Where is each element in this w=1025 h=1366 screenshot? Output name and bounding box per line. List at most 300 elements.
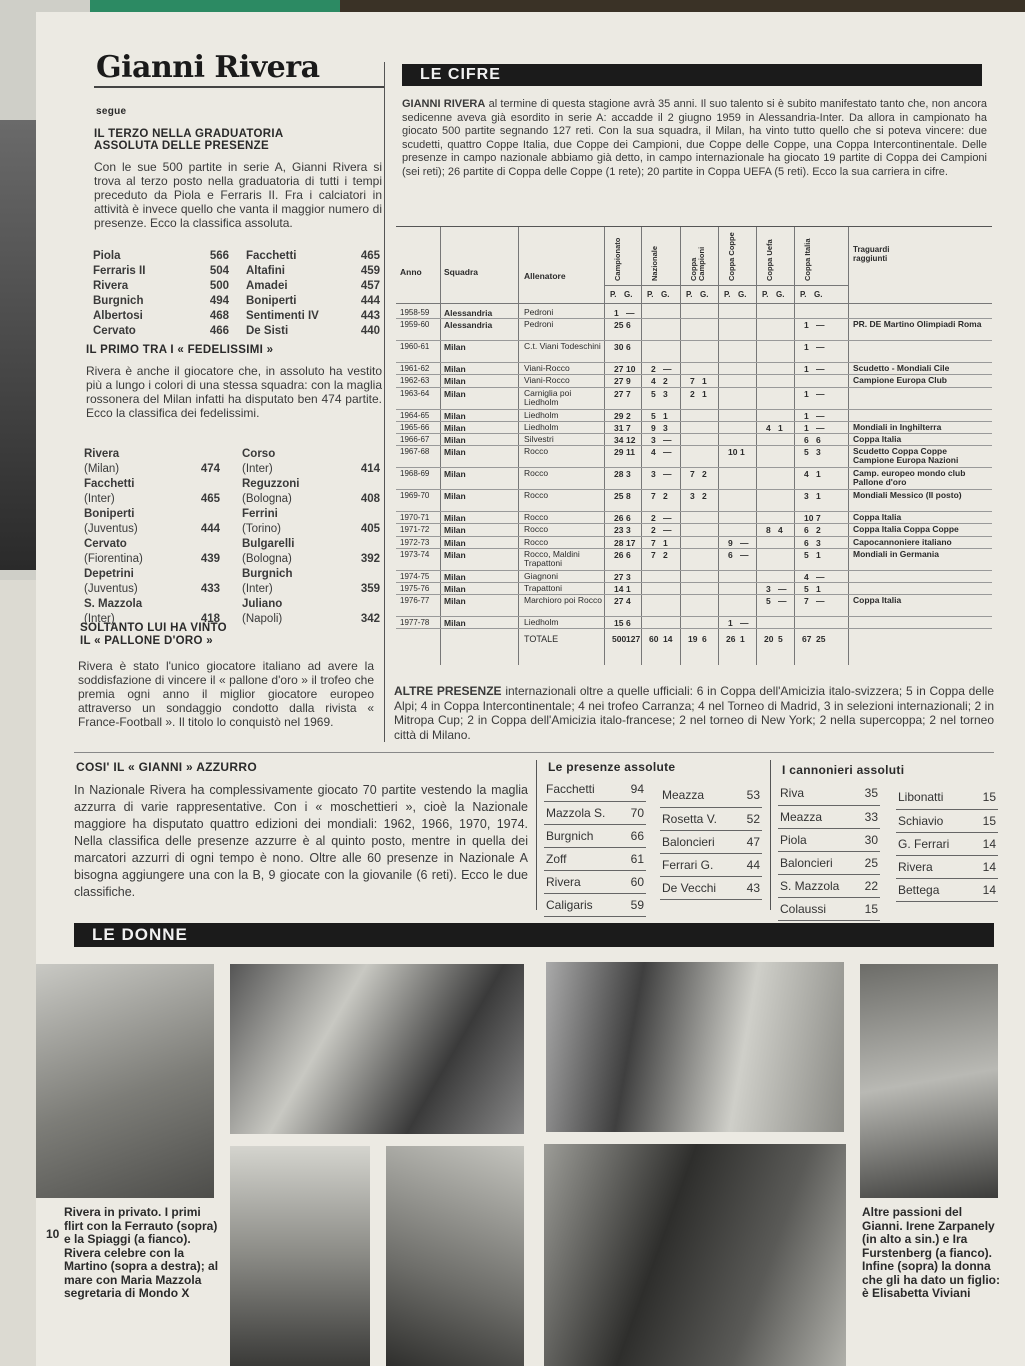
career-cell-value: 4 <box>651 376 656 387</box>
career-row <box>396 490 992 512</box>
sec1-text: Con le sue 500 partite in serie A, Gianni Rivera si trova al terzo posto nella graduatoria di tutti i tempi preceduto da Piola e Ferraris II. Fra i calciatori in attività è invece quello che vanta il maggior numero di presenze. Ecco la classifica assoluta. <box>94 160 382 230</box>
career-cell-value: 29 <box>614 410 624 421</box>
photo-couple-2 <box>546 962 844 1132</box>
sec2-right-row <box>242 613 380 626</box>
career-header-pg: P. <box>762 290 769 299</box>
sec2-right-row <box>242 523 380 536</box>
cannonieri-col1-row <box>778 828 880 851</box>
sec2-left-value: 465 <box>200 493 220 505</box>
career-cell-squadra: Milan <box>444 618 466 629</box>
photo-beach <box>36 964 214 1198</box>
presenze-col1-value: 66 <box>624 824 646 847</box>
sec2-right-value: 414 <box>360 463 380 475</box>
career-cell-value: 7 <box>690 376 695 387</box>
presenze-col1-name: Mazzola S. <box>544 801 624 824</box>
sec2-right-team: (Inter) <box>242 583 273 595</box>
career-table-header <box>396 227 992 305</box>
sec2-left-row <box>84 448 220 461</box>
career-cell-anno: 1959-60 <box>400 320 430 330</box>
presenze-col1-row <box>544 870 646 893</box>
cannonieri-col2-row <box>896 878 998 901</box>
career-cell-value: 6 <box>626 320 631 331</box>
sec2-left-row <box>84 523 220 536</box>
sec2-right-value: 392 <box>360 553 380 565</box>
career-cell-allenatore: C.t. Viani Todeschini <box>524 341 601 352</box>
cannonieri-col1-name: Riva <box>778 782 858 805</box>
career-cell-value: 3 <box>804 491 809 502</box>
career-cell-value: 8 <box>766 525 771 536</box>
sec2-right-spacer <box>346 568 380 581</box>
career-cell-squadra: Milan <box>444 584 466 594</box>
sec1-right-value: 444 <box>360 295 380 307</box>
career-cell-value: — <box>816 596 825 607</box>
career-cell-traguardi: Scudetto - Mondiali Cile <box>853 363 950 374</box>
sec1-heading: IL TERZO NELLA GRADUATORIA ASSOLUTA DELLE PRESENZE <box>94 128 284 152</box>
career-cell-squadra: Milan <box>444 422 466 433</box>
cannonieri-col2-value: 14 <box>974 832 998 855</box>
cannonieri-col2-name: Libonatti <box>896 786 974 809</box>
career-cell-value: 6 <box>626 549 631 560</box>
career-cell-anno: 1962-63 <box>400 376 430 386</box>
career-cell-value: 7 <box>804 596 809 607</box>
career-row <box>396 512 992 524</box>
cannonieri-col2-name: Bettega <box>896 878 974 901</box>
career-header-rule <box>604 285 848 286</box>
career-cell-squadra: Milan <box>444 447 466 458</box>
career-cell-value: 6 <box>804 525 809 536</box>
career-cell-anno: 1966-67 <box>400 435 430 444</box>
career-header-competition: Nazionale <box>650 245 659 281</box>
cifre-bar: LE CIFRE <box>402 64 982 86</box>
presenze-col1-name: Zoff <box>544 847 624 870</box>
career-cell-traguardi: Coppa Italia Coppa Coppe <box>853 524 959 535</box>
cannonieri-col1-row <box>778 874 880 897</box>
career-cell-allenatore: Rocco <box>524 536 549 547</box>
career-cell-traguardi: Capocannoniere italiano <box>853 536 952 547</box>
career-cell-value: 29 <box>614 447 624 458</box>
sec2-right-row <box>242 508 380 521</box>
presenze-col1-row <box>544 778 646 801</box>
career-cell-squadra: Milan <box>444 410 466 421</box>
career-header-competition: Coppa Campioni <box>689 246 706 281</box>
career-cell-traguardi: Mondiali in Inghilterra <box>853 421 942 432</box>
career-cell-anno: 1965-66 <box>400 422 430 432</box>
career-row <box>396 363 992 375</box>
career-cell-allenatore: Liedholm <box>524 617 559 628</box>
sec2-left-team: (Milan) <box>84 463 120 475</box>
sec1-left-row <box>93 310 229 323</box>
sec1-left-row <box>93 265 229 278</box>
career-cell-value: — <box>740 618 749 629</box>
sec2-right-row <box>242 478 380 491</box>
career-total-row <box>396 633 992 647</box>
career-cell-allenatore: Silvestri <box>524 434 554 444</box>
career-row <box>396 434 992 446</box>
career-cell-value: 1 <box>702 388 707 399</box>
career-cell-value: 1 <box>804 410 809 421</box>
sec2-right-name: Burgnich <box>242 568 293 580</box>
sec2-right-row <box>242 598 380 611</box>
cannonieri-table-2 <box>896 786 998 902</box>
career-header-pg: G. <box>700 290 709 299</box>
career-cell-traguardi: Mondiali in Germania <box>853 548 939 559</box>
sec2-left-value: 433 <box>200 583 220 595</box>
career-row <box>396 524 992 536</box>
career-header-squadra: Squadra <box>444 267 479 277</box>
career-cell-value: 10 <box>728 447 738 458</box>
sec2-left-spacer <box>187 598 220 611</box>
career-cell-value: 6 <box>804 537 809 548</box>
career-cell-value: 7 <box>690 469 695 480</box>
career-cell-value: 6 <box>728 549 733 560</box>
sec2-right-team: (Bologna) <box>242 553 292 565</box>
page-title: Gianni Rivera <box>96 50 320 85</box>
career-cell-value: 27 <box>614 596 624 607</box>
sec1-right-value: 440 <box>360 325 380 337</box>
career-cell-value: 1 <box>740 447 745 458</box>
career-cell-value: 1 <box>778 422 783 433</box>
career-cell-value: 2 <box>651 513 656 524</box>
career-cell-value: 6 <box>626 513 631 524</box>
sec2-right-row <box>242 553 380 566</box>
career-cell-allenatore: Marchioro poi Rocco <box>524 595 602 606</box>
presenze-col1-name: Caligaris <box>544 893 624 916</box>
career-total-value: 67 <box>802 634 812 645</box>
career-total-value: 1 <box>740 634 745 645</box>
career-cell-value: 6 <box>626 618 631 629</box>
sec2-left-row <box>84 553 220 566</box>
sec2-left-name: S. Mazzola <box>84 598 143 610</box>
sec2-right-name: Corso <box>242 448 276 460</box>
presenze-col1-value: 94 <box>624 778 646 801</box>
caption-right: Altre passioni del Gianni. Irene Zarpanely (in alto a sin.) e Ira Furstenberg (a fianco). Infine (sopra) la donna che gli ha dato un figlio: è Elisabetta Viviani <box>862 1205 1000 1300</box>
sec1-right-value: 465 <box>360 250 380 262</box>
career-cell-value: — <box>663 435 672 445</box>
career-total-value: 19 <box>688 634 698 645</box>
presenze-col1-value: 59 <box>624 893 646 916</box>
sec3-heading-2: IL « PALLONE D'ORO » <box>80 635 213 647</box>
career-cell-value: 1 <box>804 388 809 399</box>
career-cell-squadra: Milan <box>444 596 466 607</box>
sec1-left-row <box>93 325 229 338</box>
cannonieri-col2-row <box>896 855 998 878</box>
career-cell-squadra: Milan <box>444 571 466 582</box>
career-cell-allenatore: Giagnoni <box>524 570 559 581</box>
presenze-heading: Le presenze assolute <box>548 760 676 774</box>
career-total-value: 500 <box>612 634 627 645</box>
career-cell-value: — <box>816 422 825 433</box>
sec2-left-value: 474 <box>200 463 220 475</box>
career-cell-value: 2 <box>663 491 668 502</box>
career-cell-value: 27 <box>614 571 624 582</box>
career-cell-value: 7 <box>626 388 631 399</box>
career-cell-value: 3 <box>766 584 771 594</box>
cifre-intro <box>402 98 987 179</box>
career-row <box>396 388 992 410</box>
presenze-col1-row <box>544 847 646 870</box>
career-cell-value: 11 <box>626 447 635 458</box>
sec2-right-team: (Napoli) <box>242 613 283 625</box>
career-cell-squadra: Alessandria <box>444 320 493 331</box>
career-row <box>396 537 992 549</box>
career-cell-value: 3 <box>816 447 821 458</box>
career-cell-squadra: Alessandria <box>444 308 493 318</box>
career-cell-value: 5 <box>804 549 809 560</box>
sec2-right-row <box>242 538 380 551</box>
sec1-left-name: Burgnich <box>93 295 144 307</box>
cifre-intro-name: GIANNI RIVERA <box>402 98 486 110</box>
career-cell-value: 3 <box>663 422 668 433</box>
sec2-heading: IL PRIMO TRA I « FEDELISSIMI » <box>86 344 274 356</box>
cannonieri-col1-row <box>778 897 880 920</box>
sec2-left-name: Depetrini <box>84 568 134 580</box>
title-rule <box>94 86 384 88</box>
career-cell-anno: 1958-59 <box>400 308 430 317</box>
sec2-right-spacer <box>346 508 380 521</box>
cannonieri-col2-value: 14 <box>974 878 998 901</box>
career-cell-value: 5 <box>651 410 656 421</box>
career-cell-value: 4 <box>766 422 771 433</box>
sec1-right-name: Sentimenti IV <box>246 310 319 322</box>
sec1-left-value: 566 <box>209 250 229 262</box>
career-cell-anno: 1963-64 <box>400 388 430 398</box>
career-cell-allenatore: Liedholm <box>524 421 559 432</box>
altre-text: internazionali oltre a quelle ufficiali: 6 in Coppa dell'Amicizia italo-svizzera; 5 in Coppa delle Alpi; 4 in Coppa Intercontinentale; 4 nei trofeo Carranza; 4 nel Torneo di Madrid, 3 in selezioni internazionali; 2 in Mitropa Cup; 2 in Coppa dell'Amicizia italo-francese; 2 nel torneo di New York; 2 nella supercoppa; 2 nel torneo città di Milano. <box>394 684 995 742</box>
sec2-left-spacer <box>187 568 220 581</box>
career-cell-value: 3 <box>651 435 656 445</box>
career-cell-value: — <box>816 410 825 421</box>
career-cell-value: 7 <box>651 549 656 560</box>
altre-label: ALTRE PRESENZE <box>394 684 502 698</box>
career-cell-value: 5 <box>766 596 771 607</box>
cannonieri-col1-value: 15 <box>858 897 880 920</box>
presenze-col2-row <box>660 830 762 853</box>
career-cell-traguardi: PR. DE Martino Olimpiadi Roma <box>853 319 982 330</box>
career-header-pg: P. <box>686 290 693 299</box>
cannonieri-heading: I cannonieri assoluti <box>782 763 905 777</box>
career-cell-allenatore: Rocco <box>524 446 549 457</box>
sec2-left-spacer <box>187 448 220 461</box>
cannonieri-table-1 <box>778 782 880 921</box>
career-total-value: 6 <box>702 634 707 645</box>
presenze-col2-row <box>660 784 762 807</box>
cannonieri-col1-value: 33 <box>858 805 880 828</box>
sec1-left-value: 466 <box>209 325 229 337</box>
divider-presenze <box>536 760 537 910</box>
sec3-heading-1: SOLTANTO LUI HA VINTO <box>80 622 227 634</box>
altre-presenze <box>394 684 994 742</box>
career-cell-anno: 1968-69 <box>400 469 430 479</box>
presenze-col2-value: 47 <box>739 830 762 853</box>
sec2-left-row <box>84 568 220 581</box>
donne-bar: LE DONNE <box>74 923 994 947</box>
sec2-left-row <box>84 583 220 596</box>
career-cell-value: 15 <box>614 618 624 629</box>
career-cell-value: 3 <box>663 388 668 399</box>
career-cell-value: — <box>778 584 787 594</box>
career-header-anno: Anno <box>400 267 422 277</box>
career-cell-value: 31 <box>614 422 624 433</box>
photo-car <box>544 1144 846 1366</box>
sec2-left-team: (Juventus) <box>84 583 138 595</box>
career-cell-anno: 1976-77 <box>400 596 430 606</box>
career-cell-value: 2 <box>663 549 668 560</box>
career-header-pg: G. <box>738 290 747 299</box>
career-cell-value: 25 <box>614 491 624 502</box>
career-row <box>396 468 992 490</box>
sec2-right-team: (Torino) <box>242 523 281 535</box>
sec2-left-name: Rivera <box>84 448 120 460</box>
presenze-col1-value: 60 <box>624 870 646 893</box>
cannonieri-col2-name: G. Ferrari <box>896 832 974 855</box>
sec1-left-name: Piola <box>93 250 121 262</box>
career-cell-allenatore: Carniglia poi Liedholm <box>524 387 572 407</box>
career-cell-value: 1 <box>816 549 821 560</box>
sec2-right-name: Bulgarelli <box>242 538 295 550</box>
photo-woman-cat <box>860 964 998 1198</box>
career-cell-value: 7 <box>651 491 656 502</box>
sec1-right-name: Facchetti <box>246 250 297 262</box>
career-cell-value: 2 <box>626 410 631 421</box>
career-cell-value: 2 <box>663 376 668 387</box>
career-cell-value: — <box>816 320 825 331</box>
career-cell-value: 10 <box>804 513 814 524</box>
career-cell-squadra: Milan <box>444 537 466 548</box>
cannonieri-col2-row <box>896 809 998 832</box>
career-cell-value: 7 <box>816 513 821 524</box>
presenze-col2-name: De Vecchi <box>660 876 739 899</box>
sec2-right-row <box>242 448 380 461</box>
sec1-right-row <box>246 265 380 278</box>
career-cell-value: 1 <box>702 376 707 387</box>
sec1-left-name: Ferraris II <box>93 265 146 277</box>
career-cell-value: 1 <box>728 618 733 629</box>
career-cell-value: — <box>816 388 825 399</box>
presenze-col1-value: 61 <box>624 847 646 870</box>
sec1-right-value: 457 <box>360 280 380 292</box>
career-cell-value: 25 <box>614 320 624 331</box>
sec2-right-row <box>242 583 380 596</box>
sec2-left-row <box>84 463 220 476</box>
career-cell-allenatore: Rocco <box>524 468 549 479</box>
career-cell-value: 4 <box>804 571 809 582</box>
sec1-right-value: 443 <box>360 310 380 322</box>
presenze-col2-row <box>660 876 762 899</box>
sec2-left-team: (Juventus) <box>84 523 138 535</box>
career-cell-value: 4 <box>626 596 631 607</box>
sec2-right-name: Reguzzoni <box>242 478 300 490</box>
sec2-right-team: (Inter) <box>242 463 273 475</box>
sec1-right-name: Altafini <box>246 265 285 277</box>
presenze-col2-name: Baloncieri <box>660 830 739 853</box>
photo-couple-1 <box>230 964 524 1134</box>
career-row <box>396 375 992 387</box>
sec2-right-spacer <box>346 448 380 461</box>
career-cell-value: 2 <box>702 491 707 502</box>
career-cell-value: 12 <box>626 435 636 445</box>
career-cell-value: 5 <box>651 388 656 399</box>
sec1-left-row <box>93 250 229 263</box>
career-cell-value: 2 <box>651 525 656 536</box>
sec1-left-value: 468 <box>209 310 229 322</box>
career-cell-allenatore: Rocco, Maldini Trapattoni <box>524 548 580 568</box>
cannonieri-col1-value: 30 <box>858 828 880 851</box>
career-cell-anno: 1971-72 <box>400 525 430 535</box>
presenze-col1-name: Rivera <box>544 870 624 893</box>
career-cell-anno: 1977-78 <box>400 618 430 628</box>
career-row <box>396 446 992 468</box>
career-cell-value: 1 <box>816 469 821 480</box>
sec2-list-left <box>82 446 222 628</box>
presenze-col2-name: Ferrari G. <box>660 853 739 876</box>
sec2-right-value: 408 <box>360 493 380 505</box>
sec1-right-row <box>246 310 380 323</box>
presenze-col1-name: Burgnich <box>544 824 624 847</box>
career-cell-value: 1 <box>663 410 668 421</box>
sec2-left-row <box>84 598 220 611</box>
presenze-col2-value: 43 <box>739 876 762 899</box>
sec2-right-value: 359 <box>360 583 380 595</box>
sec1-left-value: 504 <box>209 265 229 277</box>
career-total-value: 20 <box>764 634 774 645</box>
career-cell-value: 1 <box>816 584 821 594</box>
presenze-table-1 <box>544 778 646 917</box>
career-cell-value: 28 <box>614 469 624 480</box>
sec1-right-name: Boniperti <box>246 295 297 307</box>
career-cell-value: — <box>663 525 672 536</box>
cannonieri-col2-name: Schiavio <box>896 809 974 832</box>
sec1-left-row <box>93 280 229 293</box>
career-cell-value: 28 <box>614 537 624 548</box>
career-cell-squadra: Milan <box>444 435 466 445</box>
cannonieri-col2-value: 15 <box>974 786 998 809</box>
career-header-rule <box>396 303 992 304</box>
sec2-left-value: 439 <box>200 553 220 565</box>
career-cell-traguardi: Camp. europeo mondo club Pallone d'oro <box>853 468 966 488</box>
career-cell-value: — <box>663 469 672 480</box>
career-cell-squadra: Milan <box>444 376 466 387</box>
presenze-col2-value: 44 <box>739 853 762 876</box>
career-header-pg: G. <box>776 290 785 299</box>
career-cell-anno: 1973-74 <box>400 549 430 559</box>
career-cell-value: 6 <box>626 342 631 353</box>
cannonieri-col2-value: 14 <box>974 855 998 878</box>
sec2-left-row <box>84 538 220 551</box>
segue-label: segue <box>96 106 127 117</box>
career-total-value: 26 <box>726 634 736 645</box>
career-cell-value: — <box>778 596 787 607</box>
sec2-left-team: (Fiorentina) <box>84 553 143 565</box>
azzurro-heading: COSI' IL « GIANNI » AZZURRO <box>76 760 257 774</box>
sec2-right-row <box>242 568 380 581</box>
career-cell-anno: 1960-61 <box>400 342 430 352</box>
career-cell-value: 9 <box>728 537 733 548</box>
sec2-left-team: (Inter) <box>84 613 115 625</box>
cannonieri-col1-value: 22 <box>858 874 880 897</box>
career-total-label: TOTALE <box>524 634 559 645</box>
sec2-left-spacer <box>187 508 220 521</box>
cannonieri-col1-row <box>778 782 880 805</box>
sec2-left-row <box>84 508 220 521</box>
career-total-value: 127 <box>626 634 641 645</box>
presenze-col2-name: Meazza <box>660 784 739 807</box>
cannonieri-col2-row <box>896 832 998 855</box>
career-cell-value: 1 <box>804 320 809 331</box>
sec1-left-name: Albertosi <box>93 310 143 322</box>
career-row <box>396 571 992 583</box>
career-cell-allenatore: Rocco <box>524 512 549 523</box>
sec2-text: Rivera è anche il giocatore che, in assoluto ha vestito più a lungo i colori di una stessa squadra: con la maglia rossonera del Milan infatti ha disputato ben 474 partite. Ecco la classifica dei fedelissimi. <box>86 364 382 420</box>
